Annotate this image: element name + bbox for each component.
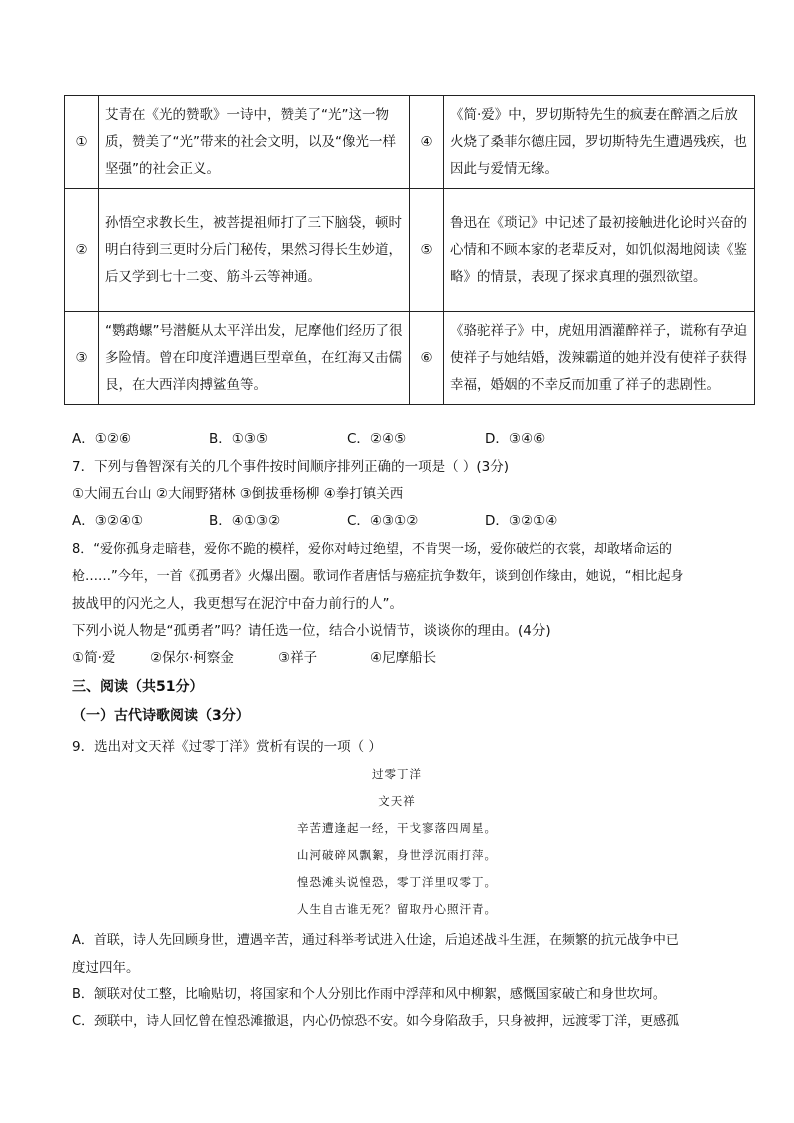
q6-option-d[interactable]: D．③④⑥ <box>485 431 546 447</box>
q6-option-c[interactable]: C．②④⑤ <box>347 431 407 447</box>
q8-person: ④尼摩船长 <box>370 650 437 666</box>
item-text: 《简·爱》中，罗切斯特先生的疯妻在醉酒之后放火烧了桑菲尔德庄园，罗切斯特先生遭遇残疾，也因此与爱情无缘。 <box>444 96 755 189</box>
subsection-heading: （一）古代诗歌阅读（3分） <box>72 708 250 724</box>
item-number: ④ <box>410 96 444 189</box>
poem-line: 辛苦遭逢起一经，干戈寥落四周星。 <box>297 821 497 835</box>
q8-person: ③祥子 <box>278 650 318 666</box>
q7-events: ①大闹五台山 ②大闹野猪林 ③倒拔垂杨柳 ④拳打镇关西 <box>72 486 404 502</box>
item-number: ③ <box>65 312 99 405</box>
table-row <box>65 96 755 189</box>
table-row <box>65 189 755 312</box>
q9-option-a[interactable]: A．首联，诗人先回顾身世，遭遇辛苦，通过科举考试进入仕途，后追述战斗生涯，在频繁的抗元战争中已 <box>72 933 679 948</box>
q8-person: ①简·爱 <box>72 650 116 666</box>
q8-text-line: 披战甲的闪光之人，我更想写在泥泞中奋力前行的人”。 <box>72 596 403 612</box>
item-text: 艾青在《光的赞歌》一诗中，赞美了“光”这一物质，赞美了“光”带来的社会文明，以及“像光一样坚强”的社会正义。 <box>99 96 410 189</box>
q7-option-a[interactable]: A．③②④① <box>72 513 144 529</box>
table-row <box>65 312 755 405</box>
q7-option-d[interactable]: D．③②①④ <box>485 513 558 529</box>
q9-option-b[interactable]: B．颔联对仗工整，比喻贴切，将国家和个人分别比作雨中浮萍和风中柳絮，感慨国家破亡和身世坎坷。 <box>72 987 666 1002</box>
q7-option-b[interactable]: B．④①③② <box>209 513 281 529</box>
item-text: 孙悟空求教长生，被菩提祖师打了三下脑袋，顿时明白待到三更时分后门秘传，果然习得长生妙道，后又学到七十二变、筋斗云等神通。 <box>99 189 410 312</box>
item-number: ② <box>65 189 99 312</box>
q6-option-b[interactable]: B．①③⑤ <box>209 431 269 447</box>
q8-text-line: 枪……”今年，一首《孤勇者》火爆出圈。歌词作者唐恬与癌症抗争数年，谈到创作缘由，她说，“相比起身 <box>72 569 684 584</box>
q6-option-a[interactable]: A．①②⑥ <box>72 431 132 447</box>
q7-option-c[interactable]: C．④③①② <box>347 513 419 529</box>
q9-option-a-cont: 度过四年。 <box>72 960 140 976</box>
item-text: 《骆驼祥子》中，虎妞用酒灌醉祥子，谎称有孕迫使祥子与她结婚，泼辣霸道的她并没有使祥子获得幸福，婚姻的不幸反而加重了祥子的悲剧性。 <box>444 312 755 405</box>
item-number: ⑤ <box>410 189 444 312</box>
item-text: 鲁迅在《琐记》中记述了最初接触进化论时兴奋的心情和不顾本家的老辈反对，如饥似渴地阅读《鉴略》的情景，表现了探求真理的强烈欲望。 <box>444 189 755 312</box>
q9-option-c[interactable]: C．颈联中，诗人回忆曾在惶恐滩撤退，内心仍惊恐不安。如今身陷敌手，只身被押，远渡零丁洋，更感孤 <box>72 1014 680 1029</box>
item-text: “鹦鹉螺”号潜艇从太平洋出发，尼摩他们经历了很多险情。曾在印度洋遭遇巨型章鱼，在红海又击儒艮，在大西洋肉搏鲨鱼等。 <box>99 312 410 405</box>
item-number: ① <box>65 96 99 189</box>
literature-items-table <box>64 95 755 405</box>
poem-author: 文天祥 <box>378 794 416 808</box>
section-heading: 三、阅读（共51分） <box>72 679 204 695</box>
q8-text-line: 8．“爱你孤身走暗巷，爱你不跪的模样，爱你对峙过绝望，不肯哭一场，爱你破烂的衣裳，却敢堵命运的 <box>72 542 673 557</box>
item-number: ⑥ <box>410 312 444 405</box>
q7-stem: 7．下列与鲁智深有关的几个事件按时间顺序排列正确的一项是（ ）(3分) <box>72 459 510 475</box>
q8-person: ②保尔·柯察金 <box>150 650 234 666</box>
q8-prompt: 下列小说人物是“孤勇者”吗？请任选一位，结合小说情节，谈谈你的理由。(4分) <box>72 623 551 639</box>
q9-stem: 9．选出对文天祥《过零丁洋》赏析有误的一项（ ） <box>72 739 382 755</box>
poem-title: 过零丁洋 <box>372 767 422 781</box>
poem-line: 惶恐滩头说惶恐，零丁洋里叹零丁。 <box>297 875 497 889</box>
poem-line: 山河破碎风飘絮，身世浮沉雨打萍。 <box>297 848 497 862</box>
poem-line: 人生自古谁无死？留取丹心照汗青。 <box>297 902 497 916</box>
